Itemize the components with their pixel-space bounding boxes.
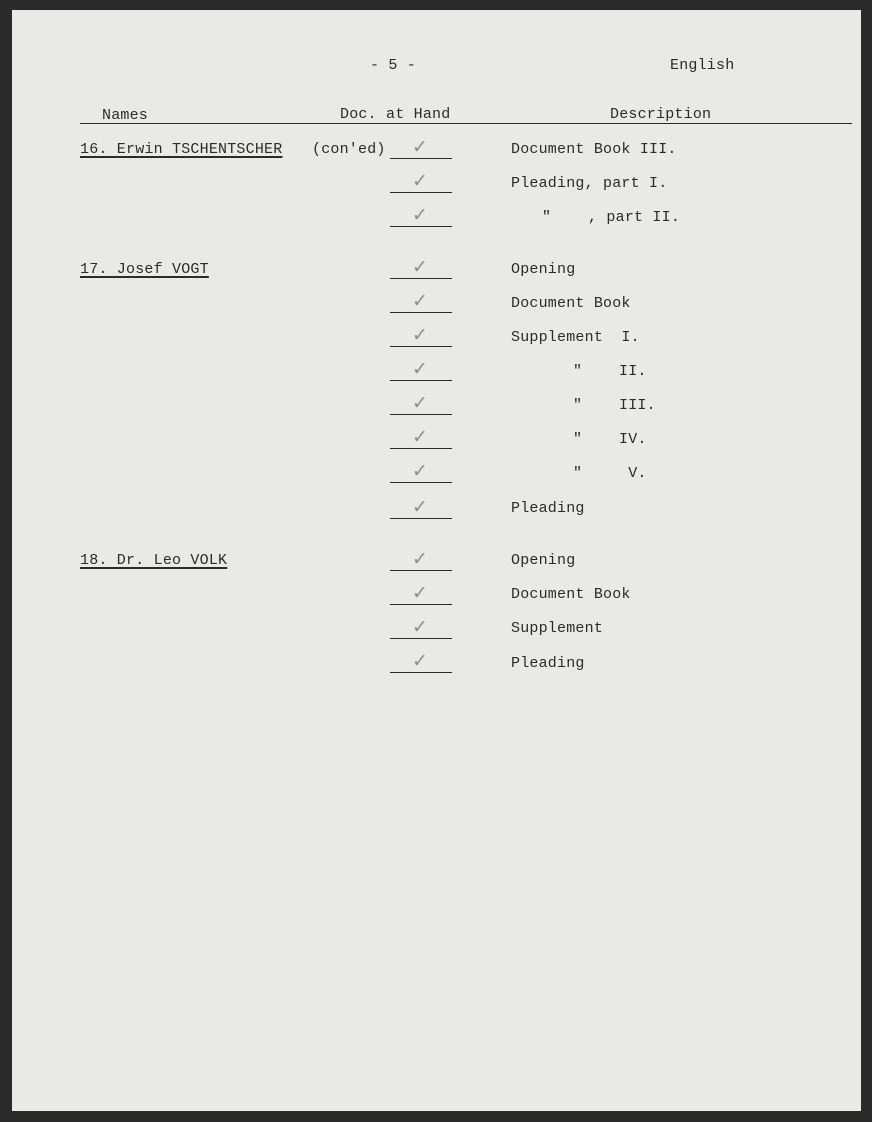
- check-line: [390, 638, 452, 639]
- description: Document Book III.: [511, 141, 677, 158]
- check-line: [390, 518, 452, 519]
- column-header-description: Description: [610, 106, 712, 123]
- check-mark-icon: ✓: [412, 256, 428, 278]
- description: " IV.: [573, 431, 647, 448]
- entry-name: 17. Josef VOGT: [80, 261, 209, 278]
- description: Opening: [511, 552, 576, 569]
- check-mark-icon: ✓: [412, 204, 428, 226]
- entry-name-suffix: (con'ed): [312, 141, 386, 158]
- document-page: [12, 10, 861, 1111]
- check-mark-icon: ✓: [412, 290, 428, 312]
- description: " , part II.: [542, 209, 681, 226]
- check-line: [390, 482, 452, 483]
- check-mark-icon: ✓: [412, 392, 428, 414]
- check-mark-icon: ✓: [412, 170, 428, 192]
- column-header-names: Names: [102, 107, 149, 124]
- check-mark-icon: ✓: [412, 460, 428, 482]
- check-line: [390, 346, 452, 347]
- description: Supplement I.: [511, 329, 640, 346]
- check-line: [390, 158, 452, 159]
- description: Supplement: [511, 620, 604, 637]
- language-label: English: [670, 57, 735, 74]
- entry-name: 18. Dr. Leo VOLK: [80, 552, 228, 569]
- check-mark-icon: ✓: [412, 324, 428, 346]
- check-mark-icon: ✓: [412, 426, 428, 448]
- check-line: [390, 604, 452, 605]
- check-line: [390, 192, 452, 193]
- check-mark-icon: ✓: [412, 616, 428, 638]
- entry-name: 16. Erwin TSCHENTSCHER: [80, 141, 283, 158]
- check-line: [390, 278, 452, 279]
- page-number: - 5 -: [370, 57, 417, 74]
- description: " V.: [573, 465, 647, 482]
- check-mark-icon: ✓: [412, 548, 428, 570]
- description: Pleading, part I.: [511, 175, 668, 192]
- check-line: [390, 672, 452, 673]
- check-line: [390, 448, 452, 449]
- check-line: [390, 380, 452, 381]
- check-line: [390, 414, 452, 415]
- check-line: [390, 312, 452, 313]
- header-rule: [80, 123, 852, 124]
- description: Opening: [511, 261, 576, 278]
- check-line: [390, 570, 452, 571]
- check-line: [390, 226, 452, 227]
- check-mark-icon: ✓: [412, 358, 428, 380]
- description: " III.: [573, 397, 656, 414]
- column-header-doc-at-hand: Doc. at Hand: [340, 106, 451, 123]
- description: Pleading: [511, 655, 585, 672]
- check-mark-icon: ✓: [412, 136, 428, 158]
- check-mark-icon: ✓: [412, 650, 428, 672]
- description: " II.: [573, 363, 647, 380]
- description: Document Book: [511, 586, 631, 603]
- check-mark-icon: ✓: [412, 582, 428, 604]
- check-mark-icon: ✓: [412, 496, 428, 518]
- description: Document Book: [511, 295, 631, 312]
- description: Pleading: [511, 500, 585, 517]
